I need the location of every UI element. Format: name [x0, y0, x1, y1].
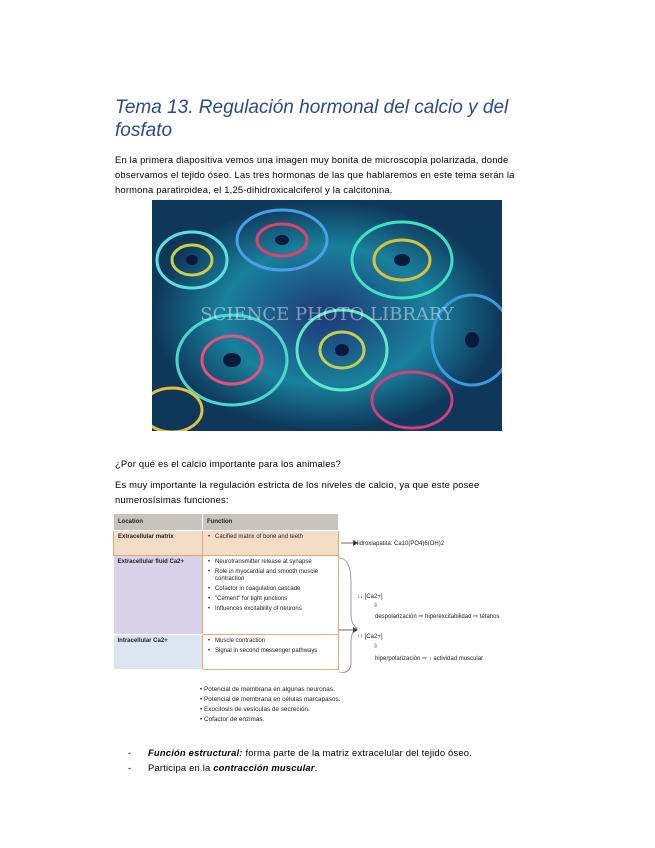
function-item: • Role in myocardial and smooth muscle contraction	[215, 569, 334, 583]
image-watermark: SCIENCE PHOTO LIBRARY	[200, 304, 454, 325]
bullet-emphasis: contracción muscular	[213, 762, 315, 773]
col-location: Location	[114, 514, 203, 531]
function-item: • Cofactor in coagulation cascade	[215, 586, 334, 593]
extra-functions-list	[200, 685, 340, 725]
bullet-text: Participa en la	[148, 762, 214, 773]
low-calcium-effect: despolarización ⇨ hiperexcitabilidad ⇨ tétanos	[375, 614, 500, 620]
function-item: • Neurotransmitter release at synapse	[215, 559, 334, 566]
list-item: • Potencial de membrana en algunas neuronas.	[200, 685, 340, 695]
polarized-microscopy-image	[152, 200, 502, 431]
table-row	[114, 531, 339, 556]
bullet-text: forma parte de la matriz extracelular del tejido óseo.	[242, 747, 472, 758]
low-calcium-label: ↓↓ [Ca2+]	[357, 594, 383, 600]
intro-paragraph: En la primera diapositiva vemos una imagen muy bonita de microscopía polarizada, donde observamos el tejido óseo. Las tres hormonas de las que hablaremos en este tema serán la hormona paratiroidea, el 1,25-dihidroxicalciferol y la calcitonina.	[115, 154, 515, 195]
high-calcium-label: ↑↑ [Ca2+]	[357, 634, 383, 640]
list-item	[128, 760, 472, 775]
col-function: Function	[203, 514, 339, 531]
bullet-emphasis: Función estructural:	[148, 747, 243, 758]
hydroxyapatite-note: Hidroxiapatita: Ca10(PO4)6(OH)2	[354, 541, 445, 547]
answer-paragraph: Es muy importante la regulación estricta de los niveles de calcio, ya que este posee numerosísimas funciones:	[115, 479, 480, 505]
bullet-text: .	[314, 762, 318, 773]
high-calcium-effect: hiperpolarización ⇨ ↓ actividad muscular	[375, 656, 484, 662]
row-location: Extracellular matrix	[114, 531, 203, 556]
function-item: • Influences excitability of neurons	[215, 606, 334, 613]
function-item: • Signal in second messenger pathways	[215, 648, 334, 655]
bullet-dash: -	[128, 747, 132, 758]
bullet-list	[128, 745, 472, 775]
list-item: • Potencial de membrana en células marcapasos.	[200, 695, 340, 705]
list-item	[128, 745, 472, 760]
question-heading: ¿Por qué es el calcio importante para los animales?	[115, 458, 341, 469]
table-row	[114, 635, 339, 670]
function-item: • Muscle contraction	[215, 638, 334, 645]
list-item: • Exocitosis de vesículas de secreción.	[200, 705, 340, 715]
high-calcium-arrow: ⇩	[373, 644, 379, 650]
row-location: Extracellular fluid Ca2+	[114, 556, 203, 635]
calcium-functions-table	[113, 513, 339, 670]
function-item: • Cacified matrix of bone and teeth	[215, 534, 334, 541]
bullet-dash: -	[128, 762, 132, 773]
row-location: Intracellular Ca2+	[114, 635, 203, 670]
low-calcium-arrow: ⇩	[373, 603, 379, 609]
function-item: • "Cement" for tight junctions	[215, 596, 334, 603]
page-title: Tema 13. Regulación hormonal del calcio y del fosfato	[115, 96, 509, 141]
table-row	[114, 556, 339, 635]
list-item: • Cofactor de enzimas.	[200, 715, 340, 725]
